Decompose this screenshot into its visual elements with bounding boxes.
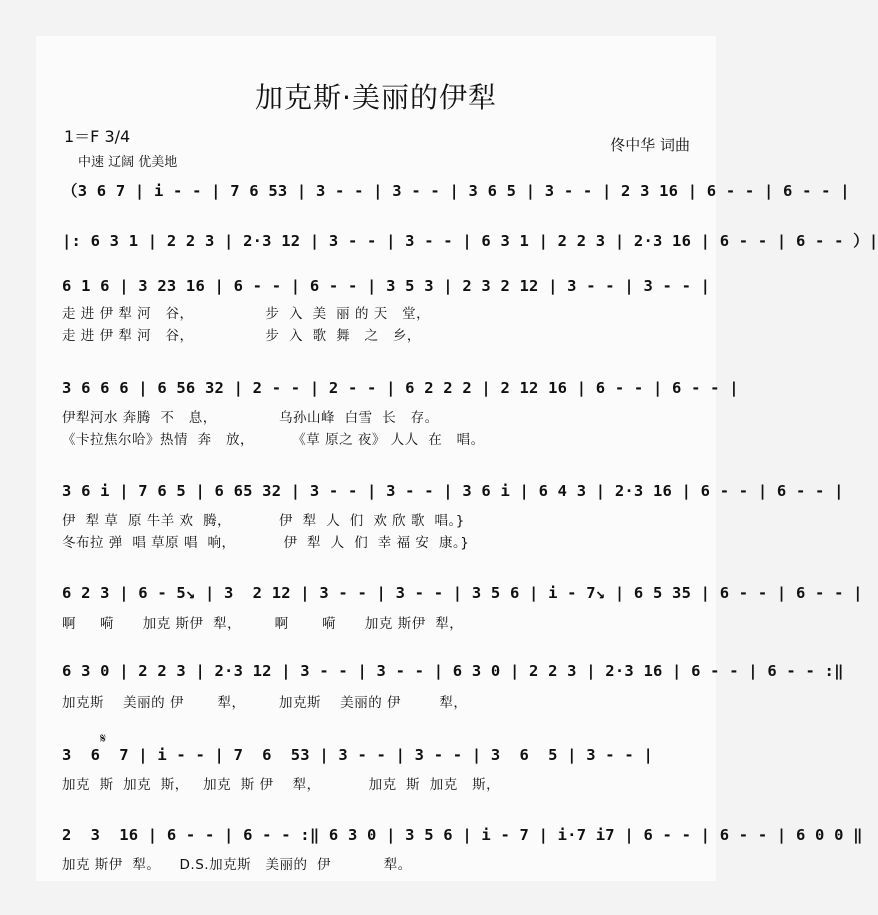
lyrics-line-8: 加克斯 美丽的 伊 犁， 加克斯 美丽的 伊 犁， [62, 695, 468, 711]
score-sheet [36, 36, 878, 881]
notation-line-2: |: 6 3 1 | 2 2 3 | 2·3 12 | 3 - - | 3 - - | 6 3 1 | 2 2 3 | 2·3 16 | 6 - - | 6 - - ）| [62, 232, 878, 250]
notation-line-3: 6 1 6 | 3 23 16 | 6 - - | 6 - - | 3 5 3 | 2 3 2 12 | 3 - - | 3 - - | [62, 277, 711, 295]
notation-line-5: 3 6 i | 7 6 5 | 6 65 32 | 3 - - | 3 - - | 3 6 i | 6 4 3 | 2·3 16 | 6 - - | 6 - - | [62, 482, 844, 500]
lyrics-line-2: 走 进 伊 犁 河 谷， 步 入 歌 舞 之 乡， [62, 328, 421, 344]
notation-line-1: （3 6 7 | i - - | 7 6 53 | 3 - - | 3 - - | 3 6 5 | 3 - - | 2 3 16 | 6 - - | 6 - - | [62, 182, 850, 200]
author-credit: 佟中华 词曲 [610, 136, 690, 154]
lyrics-line-10: 加克 斯伊 犁。 D.S.加克斯 美丽的 伊 犁。 [62, 857, 412, 873]
lyrics-line-7: 啊 嗬 加克 斯伊 犁， 啊 嗬 加克 斯伊 犁， [62, 616, 464, 632]
lyrics-line-3: 伊犁河水 奔腾 不 息， 乌孙山峰 白雪 长 存。 [62, 410, 439, 426]
lyrics-line-4: 《卡拉焦尔哈》热情 奔 放， 《草 原之 夜》 人人 在 唱。 [62, 432, 485, 448]
lyrics-line-9: 加克 斯 加克 斯， 加克 斯 伊 犁， 加克 斯 加克 斯， [62, 777, 501, 793]
notation-line-7: 6 3 0 | 2 2 3 | 2·3 12 | 3 - - | 3 - - | 6 3 0 | 2 2 3 | 2·3 16 | 6 - - | 6 - - :‖ [62, 662, 844, 680]
lyrics-line-6: 冬布拉 弹 唱 草原 唱 响， 伊 犁 人 们 幸 福 安 康。} [62, 535, 470, 551]
key-signature: 1＝F 3/4 [64, 127, 131, 146]
tempo-marking: 中速 辽阔 优美地 [78, 155, 178, 170]
lyrics-line-1: 走 进 伊 犁 河 谷， 步 入 美 丽 的 天 堂， [62, 306, 431, 322]
segno-sign: 𝄋 [100, 731, 107, 747]
lyrics-line-5: 伊 犁 草 原 牛羊 欢 腾， 伊 犁 人 们 欢 欣 歌 唱。} [62, 513, 465, 529]
notation-line-4: 3 6 6 6 | 6 56 32 | 2 - - | 2 - - | 6 2 2 2 | 2 12 16 | 6 - - | 6 - - | [62, 379, 739, 397]
notation-line-9: 2 3 16 | 6 - - | 6 - - :‖ 6 3 0 | 3 5 6 | i - 7 | i·7 i7 | 6 - - | 6 - - | 6 0 0 ‖ [62, 826, 863, 844]
notation-line-6: 6 2 3 | 6 - 5↘ | 3 2 12 | 3 - - | 3 - - | 3 5 6 | i - 7↘ | 6 5 35 | 6 - - | 6 - - | [62, 584, 863, 602]
notation-line-8: 3 6 7 | i - - | 7 6 53 | 3 - - | 3 - - | 3 6 5 | 3 - - | [62, 746, 653, 764]
song-title: 加克斯·美丽的伊犁 [255, 81, 497, 114]
